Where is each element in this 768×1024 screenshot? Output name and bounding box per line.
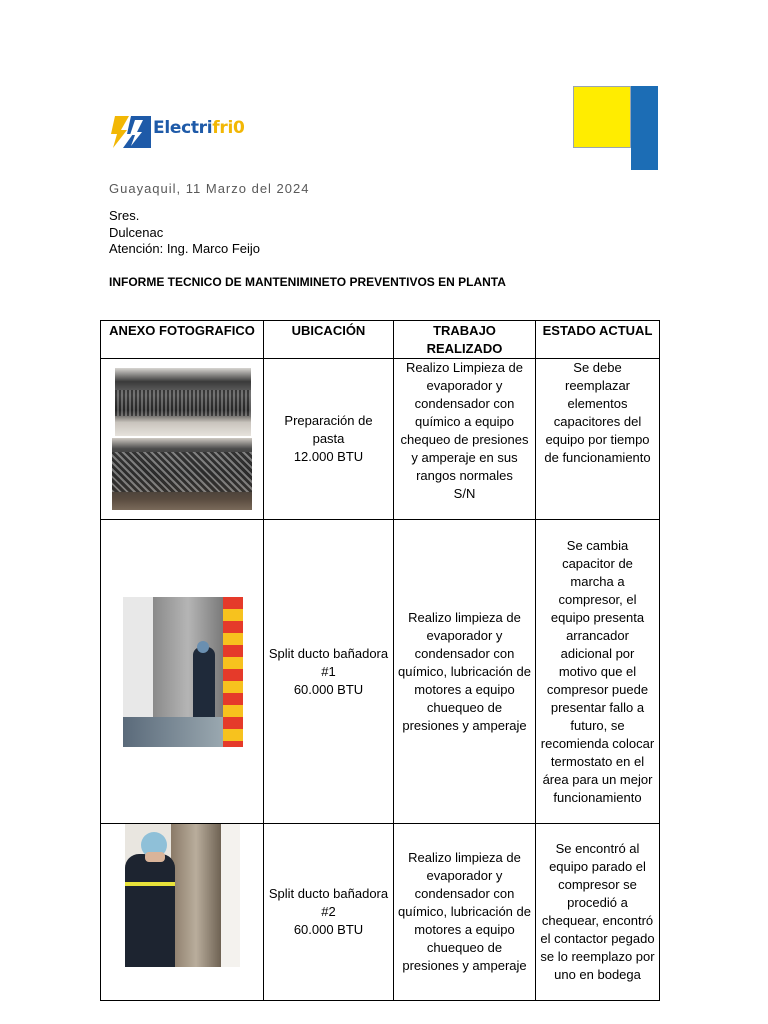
evaporator-photo-top [115, 368, 251, 436]
lightning-bolt-icon [109, 116, 151, 148]
ubicacion-cell: Preparación de pasta 12.000 BTU [264, 359, 394, 520]
photo-cell [101, 359, 264, 520]
estado-cell: Se cambia capacitor de marcha a compresor, el equipo presenta arrancador adicional por motivo que el compresor puede presentar fallo a futuro, se recomienda colocar termostato en el área para un mejor funcionamiento [536, 520, 660, 824]
salutation: Sres. [109, 208, 140, 223]
letter-date: Guayaquil, 11 Marzo del 2024 [109, 181, 310, 196]
attention-line: Atención: Ing. Marco Feijo [109, 241, 261, 256]
trabajo-cell: Realizo Limpieza de evaporador y condensador con químico a equipo chequeo de presiones y amperaje en sus rangos normales S/N [394, 359, 536, 520]
electrifrio-logo [109, 116, 249, 150]
ubicacion-cell: Split ducto bañadora #2 60.000 BTU [264, 824, 394, 1001]
corner-blue-block [631, 86, 658, 170]
header-anexo: ANEXO FOTOGRAFICO [101, 321, 264, 359]
company-name: Dulcenac [109, 225, 164, 240]
evaporator-photo-bottom [112, 438, 252, 510]
split-unit-2-photo [125, 824, 240, 967]
trabajo-cell: Realizo limpieza de evaporador y condensador con químico, lubricación de motores a equipo chuequeo de presiones y amperaje [394, 520, 536, 824]
photo-cell [101, 520, 264, 824]
table-header-row [101, 321, 660, 359]
table-row [101, 824, 660, 1001]
logo-text: Electrifri0 [153, 118, 245, 138]
maintenance-table [100, 320, 660, 1001]
header-ubicacion: UBICACIÓN [264, 321, 394, 359]
estado-cell: Se debe reemplazar elementos capacitores del equipo por tiempo de funcionamiento [536, 359, 660, 520]
ubicacion-cell: Split ducto bañadora #1 60.000 BTU [264, 520, 394, 824]
table-row [101, 359, 660, 520]
header-trabajo: TRABAJO REALIZADO [394, 321, 536, 359]
split-unit-1-photo [123, 597, 243, 747]
table-row [101, 520, 660, 824]
trabajo-cell: Realizo limpieza de evaporador y condensador con químico, lubricación de motores a equipo chuequeo de presiones y amperaje [394, 824, 536, 1001]
estado-cell: Se encontró al equipo parado el compresor se procedió a chequear, encontró el contactor pegado se lo reemplazo por uno en bodega [536, 824, 660, 1001]
corner-yellow-block [573, 86, 631, 148]
report-title: INFORME TECNICO DE MANTENIMINETO PREVENTIVOS EN PLANTA [109, 275, 506, 289]
photo-cell [101, 824, 264, 1001]
header-estado: ESTADO ACTUAL [536, 321, 660, 359]
